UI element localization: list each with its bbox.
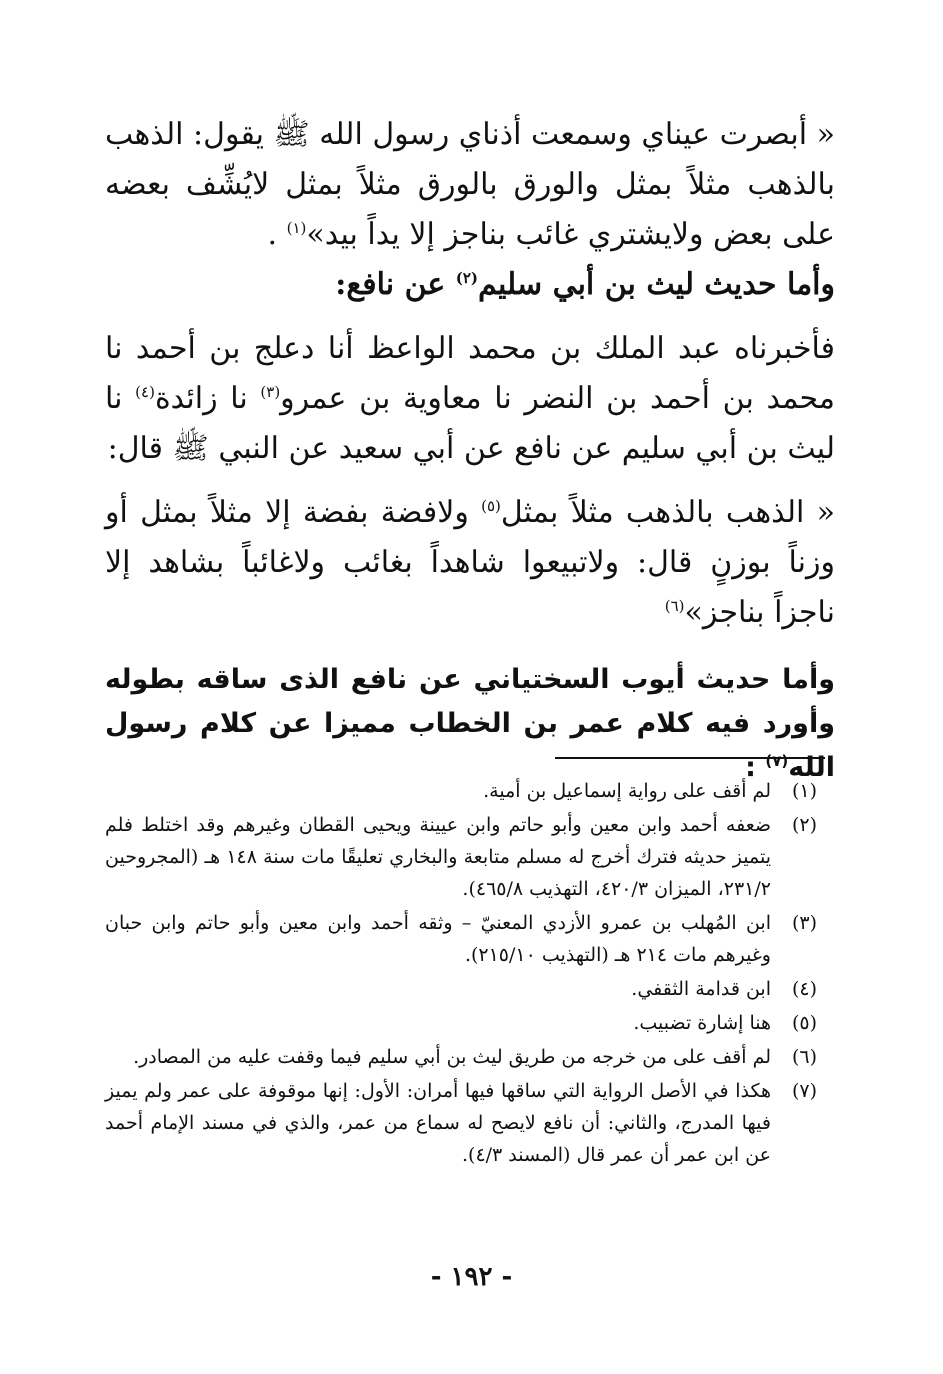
footnote-5 — [105, 1007, 817, 1039]
footnote-text: هكذا في الأصل الرواية التي ساقها فيها أمران: الأول: إنها موقوفة على عمر ولم يميز فيها المدرج، والثاني: أن نافع لايصح له سماع من عمر، والذي في مسند الإمام أحمد عن ابن عمر أن عمر قال (المسند ٤/٣). — [105, 1080, 771, 1166]
heading-1-end: عن نافع: — [335, 267, 456, 302]
footnote-ref-6[interactable]: (٦) — [664, 597, 685, 615]
main-text — [105, 110, 835, 790]
footnote-ref-3[interactable]: (٣) — [260, 383, 281, 401]
footnote-ref-5[interactable]: (٥) — [481, 497, 501, 515]
footnote-number: (٥) — [791, 1012, 817, 1034]
hadith-2-text-1: « الذهب بالذهب مثلاً بمثل — [500, 495, 835, 530]
footnote-text: ابن المُهلب بن عمرو الأزدي المعنيّ – وثقه أحمد وابن معين وأبو حاتم وابن حبان وغيرهم مات ٢١٤ هـ (التهذيب ٢١٥/١٠). — [105, 912, 771, 966]
isnad-text-1: فأخبرناه عبد الملك بن محمد الواعظ أنا دعلج بن أحمد نا محمد بن أحمد بن النضر نا معاوية بن عمرو — [105, 331, 835, 416]
heading-1-text: وأما حديث ليث بن أبي سليم — [478, 267, 835, 302]
footnote-number: (١) — [791, 780, 817, 802]
footnote-ref-2[interactable]: (٢) — [455, 269, 479, 287]
footnote-number: (٤) — [791, 978, 817, 1000]
footnote-ref-4[interactable]: (٤) — [135, 383, 155, 401]
footnote-6 — [105, 1041, 817, 1073]
hadith-1-text: « أبصرت عيناي وسمعت أذناي رسول الله ﷺ يقول: الذهب بالذهب مثلاً بمثل والورق بالورق مثلاً بمثل لايُشِّف بعضه على بعض ولايشتري غائب بناجز إلا يداً بيد» — [105, 117, 835, 252]
isnad-text-2: نا زائدة — [154, 381, 261, 416]
footnote-text: ضعفه أحمد وابن معين وأبو حاتم وابن عيينة ويحيى القطان وغيرهم وقد اختلط فلم يتميز حديثه فترك أخرج له مسلم متابعة والبخاري تعليقًا مات سنة ١٤٨ هـ (المجروحين ٢٣١/٢، الميزان ٤٢٠/٣، التهذيب ٤٦٥/٨). — [105, 814, 771, 900]
hadith-paragraph-1 — [105, 110, 835, 260]
footnote-7 — [105, 1075, 817, 1171]
hadith-paragraph-2 — [105, 488, 835, 638]
footnote-text: ابن قدامة الثقفي. — [631, 978, 771, 1000]
footnote-text: هنا إشارة تضبيب. — [633, 1012, 771, 1034]
footnote-divider — [555, 757, 825, 759]
footnote-1 — [105, 775, 817, 807]
section-heading-2 — [105, 658, 835, 790]
heading-2-end: : — [745, 752, 766, 783]
footnote-text: لم أقف على رواية إسماعيل بن أمية. — [483, 780, 771, 802]
footnote-number: (٧) — [791, 1080, 817, 1102]
footnote-number: (٦) — [791, 1046, 817, 1068]
footnote-ref-1[interactable]: (١) — [286, 219, 307, 237]
footnote-3 — [105, 907, 817, 971]
section-heading-1 — [105, 260, 835, 310]
hadith-2-text-2: ولافضة بفضة إلا مثلاً بمثل أو وزناً بوزنٍ قال: ولاتبيعوا شاهداً بغائب ولاغائباً بشاهد إلا ناجزاً بناجز» — [105, 495, 835, 630]
hadith-1-end: . — [267, 217, 287, 252]
footnote-2 — [105, 809, 817, 905]
heading-2-text: وأما حديث أيوب السختياني عن نافع الذى ساقه بطوله وأورد فيه كلام عمر بن الخطاب مميزا عن كلام رسول الله — [105, 664, 835, 783]
footnote-number: (٣) — [791, 912, 817, 934]
isnad-text-3: نا ليث بن أبي سليم عن نافع عن أبي سعيد عن النبي ﷺ قال: — [105, 381, 835, 466]
footnotes-section — [105, 775, 817, 1173]
footnote-4 — [105, 973, 817, 1005]
footnote-number: (٢) — [791, 814, 817, 836]
isnad-paragraph — [105, 324, 835, 474]
footnote-text: لم أقف على من خرجه من طريق ليث بن أبي سليم فيما وقفت عليه من المصادر. — [133, 1046, 771, 1068]
page-number: - ١٩٢ - — [430, 1262, 513, 1292]
footnote-ref-7[interactable]: (٧) — [765, 752, 789, 770]
